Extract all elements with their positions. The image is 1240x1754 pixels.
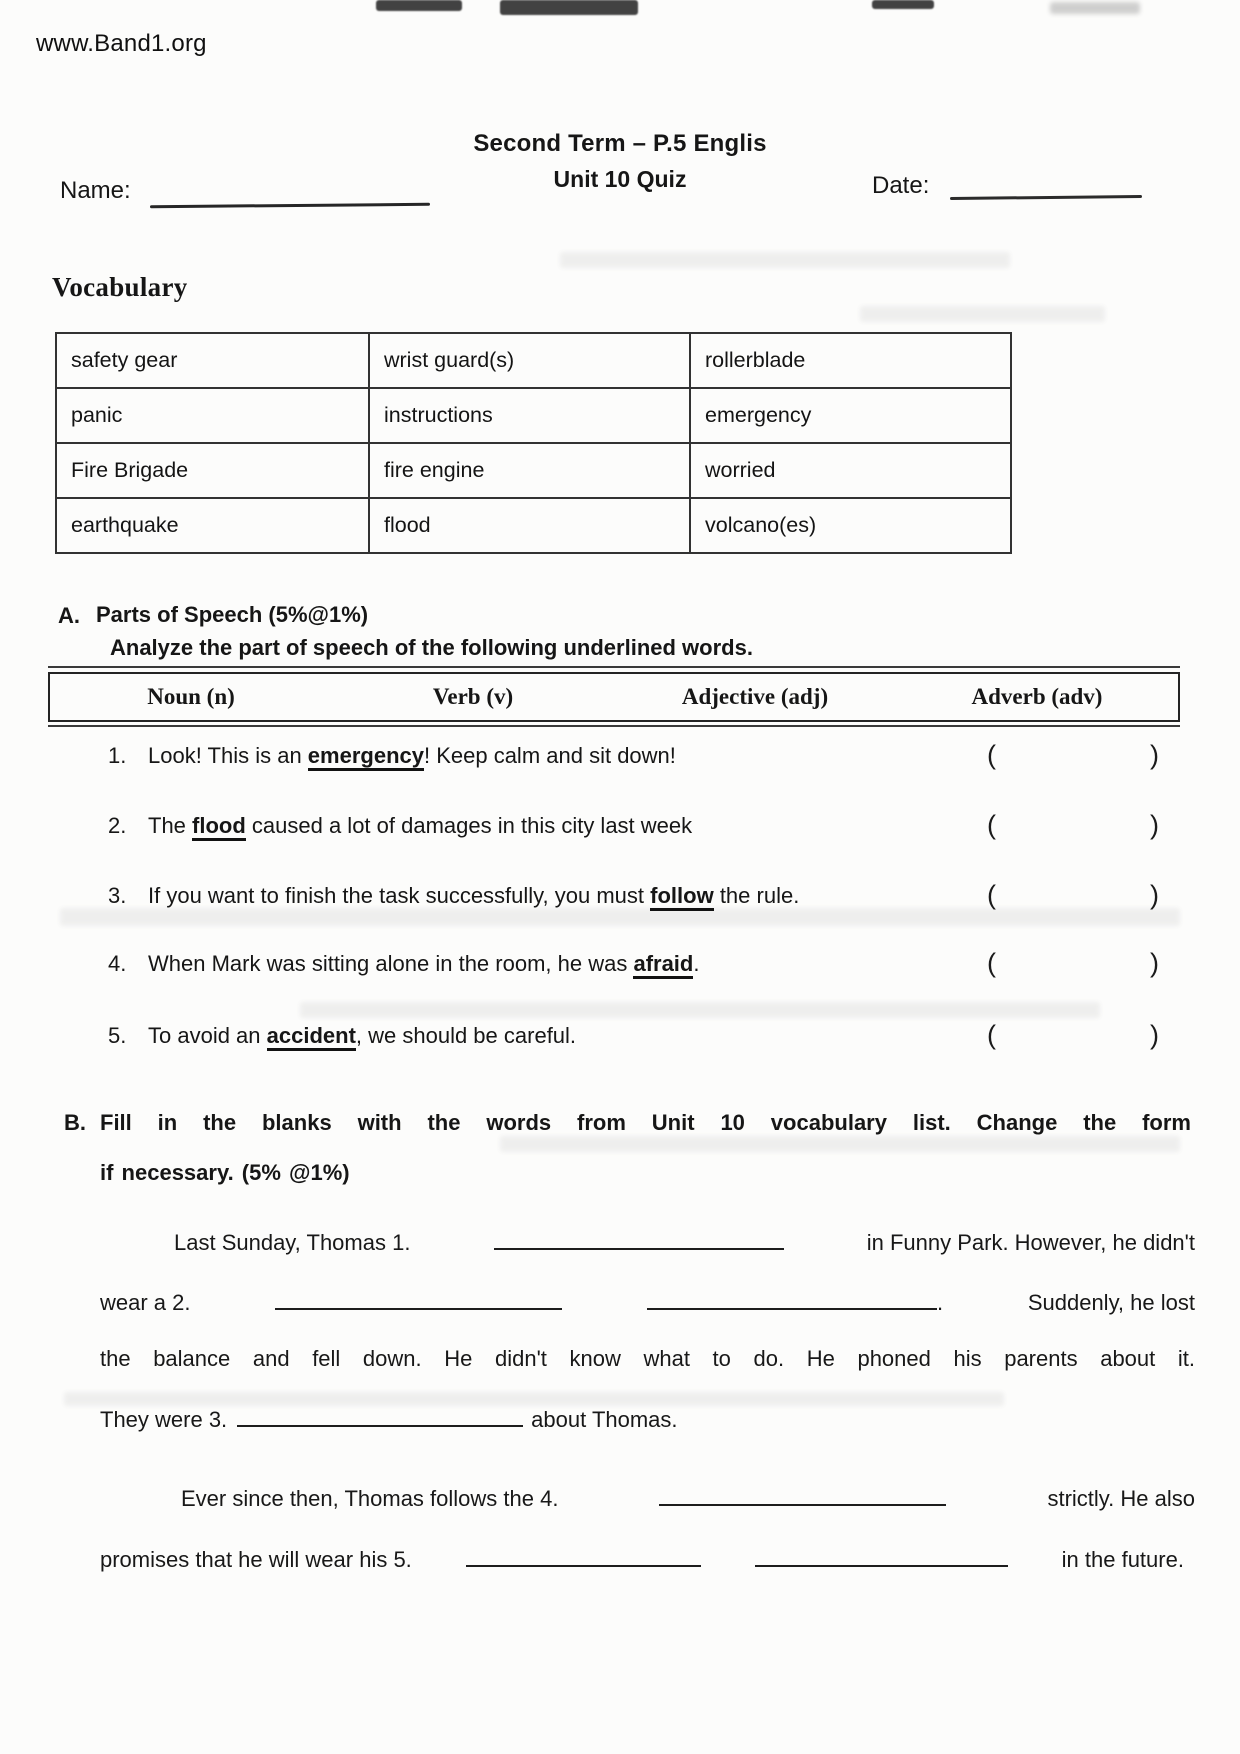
question-number: 5.: [108, 1023, 127, 1048]
answer-paren-open: (: [987, 880, 996, 910]
fill-blank[interactable]: [755, 1565, 1008, 1567]
fill-blank[interactable]: [494, 1248, 784, 1250]
answer-paren-close: ): [1150, 740, 1159, 770]
story-text: wear a 2.: [100, 1290, 191, 1315]
story-text: .: [936, 1290, 944, 1315]
underlined-word: flood: [192, 813, 246, 841]
scan-artifact: [500, 0, 638, 15]
doc-title: Second Term – P.5 Englis: [473, 130, 767, 157]
question-text: Look! This is an emergency! Keep calm and sit down!: [148, 743, 676, 769]
question-text: To avoid an accident, we should be careful.: [148, 1023, 576, 1049]
pos-option-verb: Verb (v): [432, 684, 514, 709]
section-b-instruction-line2: if necessary. (5% @1%): [100, 1160, 350, 1185]
vocab-cell: fire engine: [369, 443, 690, 498]
vocab-row: [56, 388, 1011, 443]
date-blank[interactable]: [950, 195, 1142, 200]
fill-blank[interactable]: [659, 1504, 946, 1506]
underlined-word: afraid: [633, 951, 693, 979]
question-row: [0, 740, 1240, 777]
section-a-label: A.: [58, 603, 80, 628]
answer-paren-close: ): [1150, 810, 1159, 840]
answer-slot[interactable]: [1005, 1023, 1140, 1053]
question-row: [0, 1020, 1240, 1057]
answer-slot[interactable]: [1005, 951, 1140, 981]
answer-paren-close: ): [1150, 880, 1159, 910]
underlined-word: emergency: [308, 743, 424, 771]
vocab-cell: emergency: [690, 388, 1011, 443]
scan-artifact: [64, 1392, 1004, 1406]
fill-blank-group: [659, 1486, 946, 1512]
question-number: 2.: [108, 813, 127, 838]
doc-subtitle: Unit 10 Quiz: [553, 166, 687, 192]
fill-blank-group: [275, 1290, 562, 1316]
story-text: Ever since then, Thomas follows the 4.: [181, 1486, 559, 1511]
fill-blank-group: [494, 1230, 784, 1256]
answer-paren-open: (: [987, 1020, 996, 1050]
story-text: They were 3.: [100, 1407, 228, 1432]
scan-artifact: [1050, 2, 1140, 14]
fill-blank-group: [755, 1547, 1008, 1573]
story-text: promises that he will wear his 5.: [100, 1547, 412, 1572]
answer-paren-open: (: [987, 740, 996, 770]
question-number: 1.: [108, 743, 127, 768]
answer-slot[interactable]: [1005, 883, 1140, 913]
fill-blank-group: [227, 1407, 531, 1432]
section-a-instruction: Analyze the part of speech of the following underlined words.: [110, 635, 753, 660]
story-line: [181, 1486, 1195, 1512]
fill-blank-group: [466, 1547, 701, 1573]
question-text: The flood caused a lot of damages in this city last week: [148, 813, 692, 839]
story-text: the balance and fell down. He didn't know what to do. He phoned his parents about it.: [100, 1346, 1195, 1371]
vocab-row: [56, 443, 1011, 498]
story-line: [100, 1346, 1195, 1372]
name-label: Name:: [60, 177, 131, 204]
story-text: about Thomas.: [531, 1407, 678, 1432]
question-number: 4.: [108, 951, 127, 976]
fill-blank[interactable]: [647, 1308, 937, 1310]
story-line: [100, 1406, 1195, 1433]
story-text: Suddenly, he lost: [1027, 1290, 1195, 1315]
section-b-instruction-line1: Fill in the blanks with the words from Unit 10 vocabulary list. Change the form: [100, 1110, 1191, 1135]
pos-option-adverb: Adverb (adv): [971, 684, 1103, 709]
question-text: When Mark was sitting alone in the room, he was afraid.: [148, 951, 700, 977]
answer-paren-open: (: [987, 948, 996, 978]
pos-option-noun: Noun (n): [147, 684, 235, 709]
answer-paren-open: (: [987, 810, 996, 840]
answer-paren-close: ): [1150, 1020, 1159, 1050]
pos-option-adjective: Adjective (adj): [681, 684, 829, 709]
scan-artifact: [872, 0, 934, 9]
scan-artifact: [500, 1136, 1180, 1152]
name-blank[interactable]: [150, 203, 430, 208]
vocab-cell: safety gear: [56, 333, 369, 388]
story-line: [174, 1230, 1195, 1256]
question-row: [0, 810, 1240, 847]
vocab-cell: Fire Brigade: [56, 443, 369, 498]
site-watermark: www.Band1.org: [36, 30, 207, 57]
story-line: [100, 1547, 1184, 1573]
vocab-cell: flood: [369, 498, 690, 553]
vocab-cell: wrist guard(s): [369, 333, 690, 388]
question-row: [0, 948, 1240, 985]
question-text: If you want to finish the task successfully, you must follow the rule.: [148, 883, 799, 909]
vocab-cell: volcano(es): [690, 498, 1011, 553]
answer-slot[interactable]: [1005, 743, 1140, 773]
vocabulary-heading: Vocabulary: [52, 272, 188, 302]
story-line: [100, 1290, 1195, 1316]
vocab-cell: worried: [690, 443, 1011, 498]
story-text: Last Sunday, Thomas 1.: [174, 1230, 411, 1255]
story-text: in Funny Park. However, he didn't: [866, 1230, 1195, 1255]
fill-blank-group: [647, 1290, 943, 1316]
vocab-row: [56, 498, 1011, 553]
question-number: 3.: [108, 883, 127, 908]
fill-blank[interactable]: [466, 1565, 701, 1567]
scan-artifact: [860, 306, 1105, 322]
answer-slot[interactable]: [1005, 813, 1140, 843]
vocab-cell: panic: [56, 388, 369, 443]
scan-artifact: [560, 252, 1010, 268]
question-row: [0, 880, 1240, 917]
vocab-cell: earthquake: [56, 498, 369, 553]
vocabulary-table: [55, 332, 1012, 554]
section-b-label: B.: [64, 1110, 86, 1135]
pos-header-row: [48, 672, 1180, 722]
fill-blank[interactable]: [237, 1406, 523, 1427]
vocab-cell: instructions: [369, 388, 690, 443]
answer-paren-close: ): [1150, 948, 1159, 978]
vocab-row: [56, 333, 1011, 388]
story-text: in the future.: [1061, 1547, 1184, 1572]
section-a-title: Parts of Speech (5%@1%): [96, 602, 369, 627]
underlined-word: follow: [650, 883, 714, 911]
scan-artifact: [300, 1002, 1100, 1018]
date-label: Date:: [872, 172, 930, 199]
story-text: strictly. He also: [1047, 1486, 1195, 1511]
underlined-word: accident: [267, 1023, 356, 1051]
scan-artifact: [376, 0, 462, 11]
fill-blank[interactable]: [275, 1308, 562, 1310]
vocab-cell: rollerblade: [690, 333, 1011, 388]
